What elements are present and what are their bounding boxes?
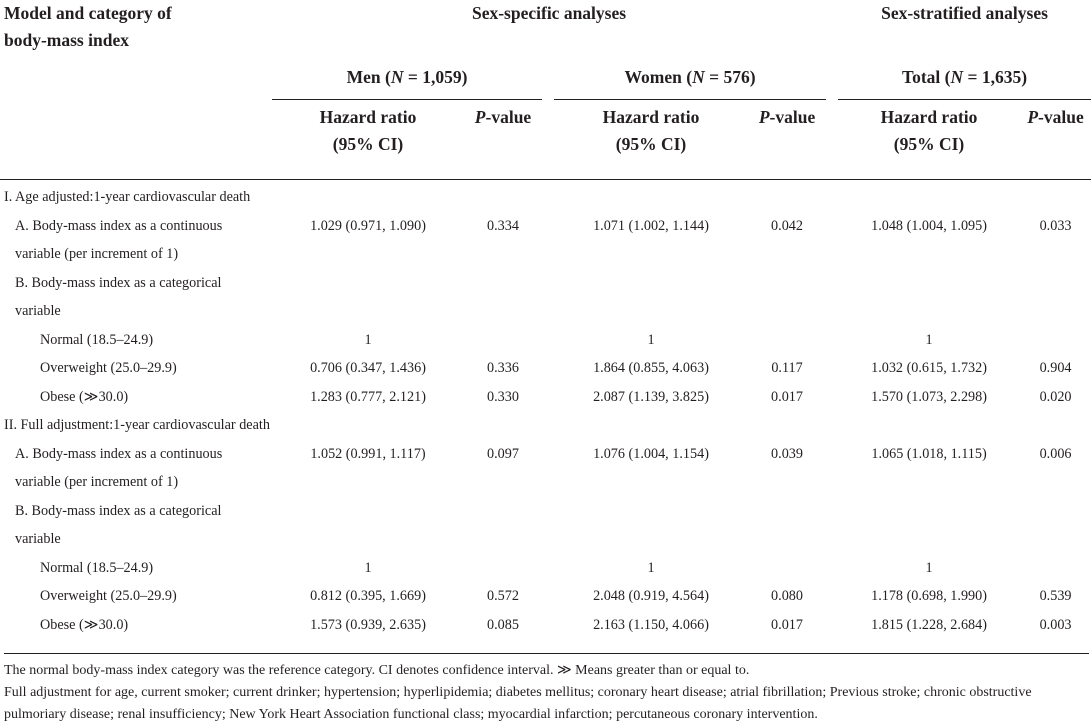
spacer-cell [826,554,838,583]
spacer-cell [826,326,838,355]
men-hr-cell: 1.573 (0.939, 2.635) [310,616,426,633]
column-header-men-hr: Hazard ratio (95% CI) [272,99,464,179]
table-header [0,0,1091,179]
women-hr-cell: 1.864 (0.855, 4.063) [593,360,709,376]
women-p-cell [748,497,826,526]
section-title: II. Full adjustment:1-year cardiovascular death [4,417,270,433]
women-p-cell: 0.017 [771,616,803,633]
spacer-cell [542,468,554,497]
row-label: Obese (≫30.0) [40,388,129,405]
total-p-cell [1020,525,1091,554]
spacer-cell [542,554,554,583]
women-p-cell: 0.042 [771,217,803,234]
men-hr-cell [272,497,464,526]
spacer-cell [542,440,554,469]
column-title-model: Model and category of body-mass index [4,3,172,50]
total-hr-cell [838,497,1020,526]
men-p-cell: 0.334 [487,217,519,234]
men-hr-cell: 1.029 (0.971, 1.090) [310,217,426,234]
men-p-cell [464,326,542,355]
total-hr-cell: 1.570 (1.073, 2.298) [871,388,987,405]
spacer-cell [542,525,554,554]
table-row [0,240,1091,269]
total-p-cell [1020,554,1091,583]
spacer-cell [826,354,838,383]
group-header-sex-stratified: Sex-stratified analyses [881,3,1048,23]
men-hr-cell: 1.052 (0.991, 1.117) [310,445,426,462]
table-row [0,383,1091,412]
spacer-cell [542,497,554,526]
women-hr-cell [554,269,748,298]
women-hr-cell [554,525,748,554]
row-label: A. Body-mass index as a continuous [15,217,223,234]
women-p-cell [748,468,826,497]
table-body [0,179,1091,639]
total-hr-cell [838,240,1020,269]
row-label: A. Body-mass index as a continuous [15,445,223,462]
men-p-cell: 0.572 [487,588,519,604]
table-row [0,611,1091,640]
table-row [0,269,1091,298]
men-hr-cell: 1 [364,559,372,576]
women-p-cell [748,554,826,583]
spacer-cell [542,269,554,298]
table-row [0,326,1091,355]
table-row [0,354,1091,383]
women-hr-cell: 1.076 (1.004, 1.154) [593,445,709,462]
men-hr-cell [272,525,464,554]
column-header-men-p: P-value [464,99,542,179]
total-p-cell [1020,240,1091,269]
table-row [0,525,1091,554]
men-hr-cell [272,468,464,497]
table-row [0,212,1091,241]
total-p-cell [1020,326,1091,355]
subgroup-total: Total (N = 1,635) [838,60,1091,99]
women-p-cell [748,525,826,554]
total-p-cell: 0.539 [1039,588,1072,604]
row-label: Normal (18.5–24.9) [40,331,154,348]
women-hr-cell [554,468,748,497]
row-label: Overweight (25.0–29.9) [40,588,177,604]
total-hr-cell [838,525,1020,554]
total-p-cell [1020,468,1091,497]
women-p-cell [748,240,826,269]
total-p-cell [1020,269,1091,298]
men-hr-cell: 1.283 (0.777, 2.121) [310,388,426,405]
section-header-row [0,411,1091,440]
spacer-cell [826,212,838,241]
total-hr-cell [838,297,1020,326]
spacer-cell [542,297,554,326]
total-hr-cell: 1.178 (0.698, 1.990) [871,588,987,604]
total-p-cell [1020,497,1091,526]
women-hr-cell: 2.087 (1.139, 3.825) [593,388,709,405]
men-hr-cell: 1 [364,331,372,348]
men-p-cell [464,468,542,497]
column-header-total-hr: Hazard ratio (95% CI) [838,99,1020,179]
women-p-cell: 0.080 [771,588,803,604]
table-row [0,468,1091,497]
spacer-cell [542,326,554,355]
women-p-cell: 0.017 [771,388,803,405]
men-p-cell [464,554,542,583]
spacer-cell [826,440,838,469]
spacer-cell [826,582,838,611]
total-p-cell: 0.904 [1039,360,1072,376]
women-hr-cell: 1 [647,331,655,348]
column-header-women-p: P-value [748,99,826,179]
total-hr-cell [838,269,1020,298]
women-hr-cell: 1.071 (1.002, 1.144) [593,217,709,234]
section-header-row [0,183,1091,212]
total-hr-cell: 1.065 (1.018, 1.115) [871,445,987,462]
table-row [0,297,1091,326]
women-hr-cell [554,497,748,526]
total-hr-cell: 1.048 (1.004, 1.095) [871,217,987,234]
group-header-sex-specific: Sex-specific analyses [471,3,627,23]
table-row [0,497,1091,526]
spacer-cell [542,611,554,640]
men-hr-cell [272,240,464,269]
men-p-cell: 0.330 [487,388,519,405]
women-p-cell [748,326,826,355]
men-hr-cell [272,297,464,326]
table-row [0,554,1091,583]
women-hr-cell [554,240,748,269]
women-hr-cell: 2.163 (1.150, 4.066) [593,616,709,633]
spacer-cell [826,297,838,326]
men-p-cell [464,297,542,326]
spacer-cell [542,383,554,412]
row-label: B. Body-mass index as a categorical [15,502,222,519]
spacer-cell [542,212,554,241]
subgroup-men: Men (N = 1,059) [272,60,542,99]
total-p-cell: 0.033 [1039,217,1072,234]
table-footnotes [4,653,1089,726]
men-p-cell [464,240,542,269]
spacer-cell [826,240,838,269]
spacer-cell [826,383,838,412]
men-p-cell [464,269,542,298]
total-p-cell [1020,297,1091,326]
row-label: Overweight (25.0–29.9) [40,360,177,376]
total-hr-cell: 1 [925,559,933,576]
spacer-cell [542,354,554,383]
row-label: variable [15,531,61,547]
women-hr-cell [554,297,748,326]
total-hr-cell: 1.815 (1.228, 2.684) [871,616,987,633]
footnote: Full adjustment for age, current smoker; current drinker; hypertension; hyperlipidemia; diabetes mellitus; coronary heart disease; atrial fibrillation; Previous stroke; chronic obstructive pulmoriary disease; renal insufficiency; New York Heart Association functional class; myocardial infarction; percutaneous coronary intervention. [4,685,1032,722]
spacer-cell [826,525,838,554]
total-p-cell: 0.003 [1039,616,1072,633]
row-label: variable (per increment of 1) [15,474,179,490]
total-p-cell: 0.020 [1039,388,1072,405]
women-p-cell: 0.117 [771,360,803,376]
women-p-cell [748,297,826,326]
women-p-cell [748,269,826,298]
men-p-cell [464,525,542,554]
men-p-cell: 0.336 [487,360,519,376]
total-hr-cell [838,468,1020,497]
women-hr-cell: 1 [647,559,655,576]
section-title: I. Age adjusted:1-year cardiovascular death [4,189,251,205]
row-label: Normal (18.5–24.9) [40,559,154,576]
men-p-cell: 0.097 [487,445,519,462]
men-p-cell [464,497,542,526]
table-row [0,582,1091,611]
spacer-cell [826,269,838,298]
men-hr-cell: 0.706 (0.347, 1.436) [310,360,426,376]
column-header-women-hr: Hazard ratio (95% CI) [554,99,748,179]
spacer-cell [542,582,554,611]
spacer-cell [826,497,838,526]
subgroup-women: Women (N = 576) [554,60,826,99]
men-p-cell: 0.085 [487,616,519,633]
footnote: The normal body-mass index category was the reference category. CI denotes confidence interval. ≫ Means greater than or equal to. [4,663,750,678]
spacer-cell [826,468,838,497]
total-hr-cell: 1 [925,331,933,348]
total-hr-cell: 1.032 (0.615, 1.732) [871,360,987,376]
row-label: B. Body-mass index as a categorical [15,274,222,291]
total-p-cell: 0.006 [1039,445,1072,462]
row-label: variable [15,303,61,319]
men-hr-cell [272,269,464,298]
men-hr-cell: 0.812 (0.395, 1.669) [310,588,426,604]
women-p-cell: 0.039 [771,445,803,462]
spacer-cell [826,611,838,640]
column-header-total-p: P-value [1020,99,1091,179]
women-hr-cell: 2.048 (0.919, 4.564) [593,588,709,604]
row-label: variable (per increment of 1) [15,246,179,262]
table-row [0,440,1091,469]
row-label: Obese (≫30.0) [40,616,129,633]
spacer-cell [542,240,554,269]
